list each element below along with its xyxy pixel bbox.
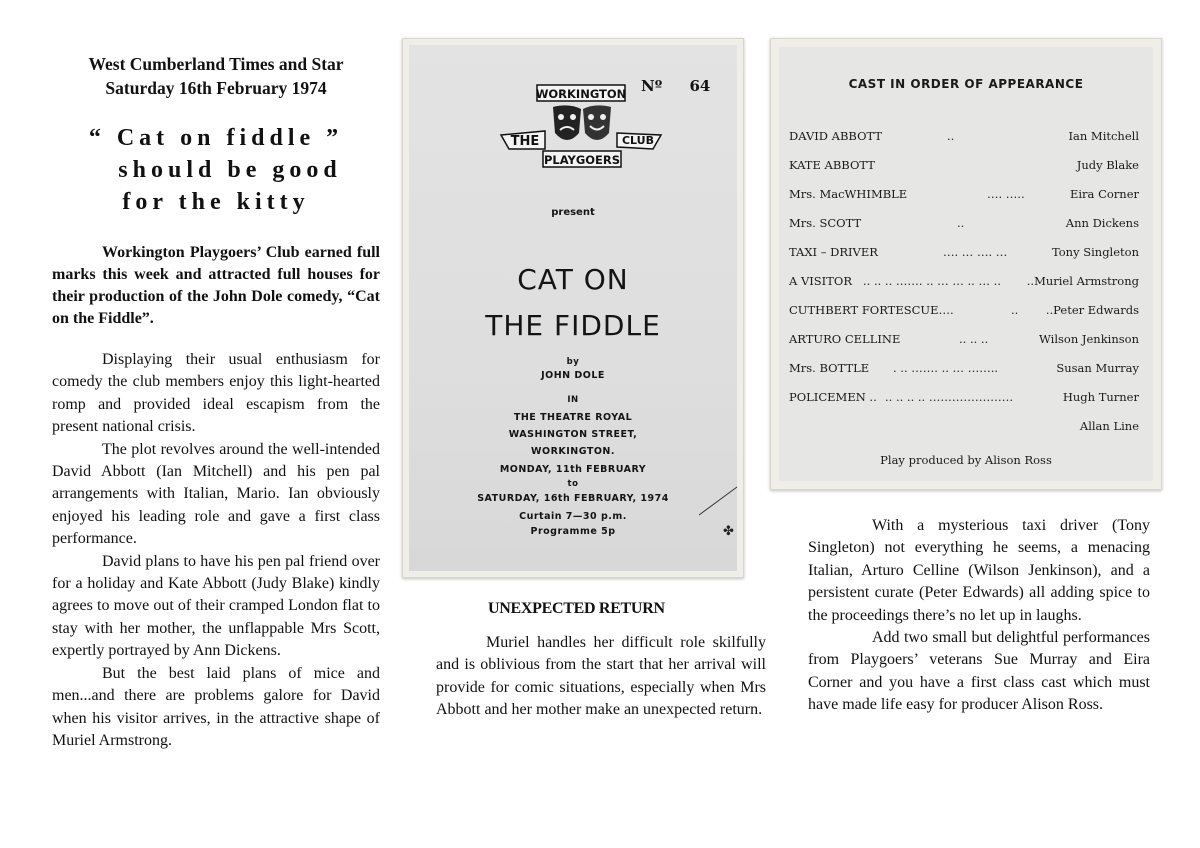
cast-actor: Ann Dickens <box>1065 216 1139 230</box>
cast-dots: .. <box>1011 303 1019 317</box>
masthead-paper: West Cumberland Times and Star <box>88 54 344 74</box>
programme-price: Programme 5p <box>530 526 616 537</box>
cast-row <box>789 419 1139 439</box>
logo-top-text: WORKINGTON <box>535 87 627 101</box>
cast-heading: CAST IN ORDER OF APPEARANCE <box>848 77 1084 91</box>
producer-credit: Play produced by Alison Ross <box>880 453 1052 467</box>
cast-actor: ..Muriel Armstrong <box>1026 274 1139 288</box>
cast-dots: .. .. .. ……. .. … … .. … .. <box>863 274 1001 288</box>
paragraph: The plot revolves around the well-intended David Abbott (Ian Mitchell) and his pen pal arrangements with Italian, Mario. Ian obviously enjoyed his leading role and gave a first class performance. <box>52 440 380 548</box>
paragraph: With a mysterious taxi driver (Tony Singleton) not everything he seems, a menacing Italian, Arturo Celline (Wilson Jenkinson), and a persistent curate (Peter Edwards) all adding spice to the proceedings there’s no let up in laughs. <box>808 517 1150 624</box>
by-text: by <box>566 357 580 367</box>
cast-row <box>789 187 1139 207</box>
playgoers-logo <box>497 83 665 179</box>
programme-cover <box>409 45 737 571</box>
logo-right-text: CLUB <box>621 134 655 147</box>
article-headline <box>40 122 392 218</box>
cast-role: Mrs. MacWHIMBLE <box>789 187 908 201</box>
logo-bottom-text: PLAYGOERS <box>543 153 621 167</box>
cast-row <box>789 332 1139 352</box>
paragraph: Displaying their usual enthusiasm for comedy the club members enjoy this light-hearted romp and provided ideal escapism from the present national crisis. <box>52 351 380 436</box>
cast-actor: Ian Mitchell <box>1068 129 1139 143</box>
cast-row <box>789 158 1139 178</box>
curtain-time: Curtain 7—30 p.m. <box>519 511 627 522</box>
cast-dots: .. <box>957 216 965 230</box>
cast-dots: …. ….. <box>987 187 1025 201</box>
cast-role: POLICEMEN .. <box>789 390 877 404</box>
date-from: MONDAY, 11th FEBRUARY <box>499 464 647 475</box>
venue-line-1: THE THEATRE ROYAL <box>513 412 633 423</box>
cast-actor: Allan Line <box>1079 419 1139 433</box>
cast-row <box>789 245 1139 265</box>
cast-dots: .. .. .. <box>959 332 989 346</box>
play-title-line-1: CAT ON <box>517 263 629 296</box>
cast-dots: . .. ……. .. … …….. <box>893 361 999 375</box>
headline-line-3: for the kitty <box>122 189 310 215</box>
cast-list-sheet <box>779 47 1153 481</box>
cast-row <box>789 361 1139 381</box>
article-lead: Workington Playgoers’ Club earned full marks this week and attracted full houses for their production of the John Dole comedy, “Cat on the Fiddle”. <box>52 244 380 327</box>
programme-number <box>641 77 710 95</box>
cast-row <box>789 129 1139 149</box>
cast-role: KATE ABBOTT <box>789 158 875 172</box>
headline-line-2: should be good <box>118 157 342 183</box>
svg-text:✤: ✤ <box>723 524 734 539</box>
paragraph: Add two small but delightful performances from Playgoers’ veterans Sue Murray and Eira Corner and you have a first class cast which must have made life easy for producer Alison Ross. <box>808 629 1150 714</box>
masthead-date: Saturday 16th February 1974 <box>105 78 327 98</box>
date-to: SATURDAY, 16th FEBRUARY, 1974 <box>477 493 669 504</box>
cast-row <box>789 274 1139 294</box>
play-title-line-2: THE FIDDLE <box>485 309 661 342</box>
cast-actor: Hugh Turner <box>1062 390 1139 404</box>
corner-mark-icon <box>699 485 739 541</box>
article-body-right <box>808 515 1150 717</box>
venue-line-3: WORKINGTON. <box>531 446 615 457</box>
cast-actor: Judy Blake <box>1076 158 1139 172</box>
programme-card <box>402 38 744 578</box>
cast-role: ARTURO CELLINE <box>789 332 901 346</box>
paragraph: But the best laid plans of mice and men...and there are problems galore for David when his visitor arrives, in the attractive shape of Muriel Armstrong. <box>52 664 380 749</box>
venue-line-2: WASHINGTON STREET, <box>508 429 638 440</box>
cast-actor: Eira Corner <box>1069 187 1139 201</box>
cast-actor: Susan Murray <box>1056 361 1139 375</box>
cast-dots: …. … …. … <box>943 245 1008 259</box>
cast-actor: Wilson Jenkinson <box>1039 332 1139 346</box>
paragraph: Muriel handles her difficult role skilfully and is oblivious from the start that her arrival will provide for comic situations, especially when Mrs Abbott and her mother make an unexpected return. <box>436 634 766 719</box>
author-text: JOHN DOLE <box>541 370 605 381</box>
cast-dots: .. .. .. .. …………………. <box>885 390 1014 404</box>
theatre-masks-icon <box>553 105 611 140</box>
number-label: Nº <box>641 77 663 95</box>
in-text: IN <box>567 395 579 405</box>
cast-role: A VISITOR <box>789 274 852 288</box>
present-text: present <box>551 207 595 218</box>
number-value: 64 <box>689 77 711 95</box>
to-text: to <box>567 479 579 489</box>
cast-role: Mrs. BOTTLE <box>789 361 870 375</box>
subheading: UNEXPECTED RETURN <box>488 600 665 617</box>
paragraph: David plans to have his pen pal friend over for a holiday and Kate Abbott (Judy Blake) kindly agrees to move out of their cramped London flat to stay with her mother, the unflappable Mrs Scott, expertly portrayed by Ann Dickens. <box>52 552 380 660</box>
play-title <box>409 257 737 349</box>
cast-dots: .. <box>947 129 955 143</box>
cast-actor: Tony Singleton <box>1051 245 1139 259</box>
cast-row <box>789 216 1139 236</box>
masthead <box>40 52 392 100</box>
cast-list-card <box>770 38 1162 490</box>
cast-role: TAXI – DRIVER <box>789 245 878 259</box>
headline-line-1: “ Cat on fiddle ” <box>88 125 344 151</box>
cast-role: Mrs. SCOTT <box>789 216 862 230</box>
cast-row <box>789 303 1139 323</box>
article-body-left <box>52 349 380 752</box>
cast-row <box>789 390 1139 410</box>
cast-role: DAVID ABBOTT <box>789 129 883 143</box>
cast-actor: ..Peter Edwards <box>1045 303 1139 317</box>
logo-left-text: THE <box>510 134 540 149</box>
cast-role: CUTHBERT FORTESCUE…. <box>789 303 954 317</box>
